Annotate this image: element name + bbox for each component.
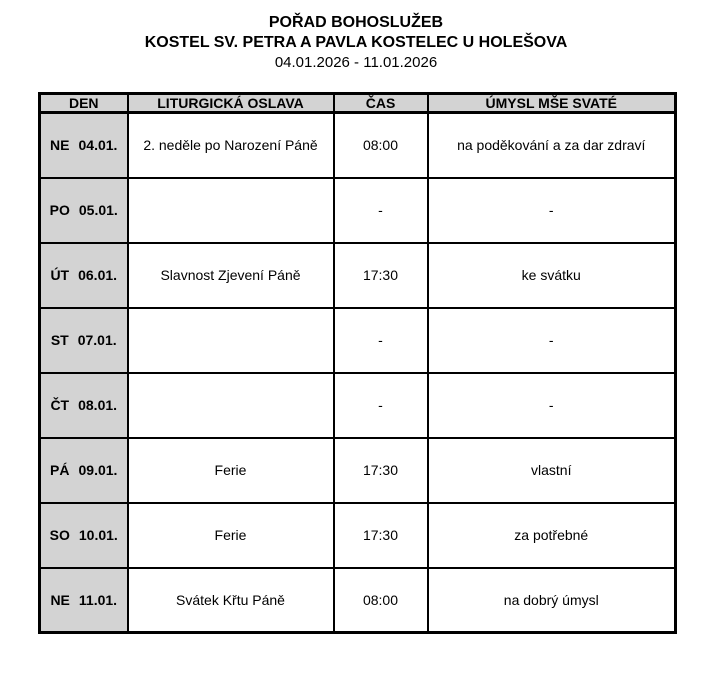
day-abbr: ČT bbox=[50, 397, 70, 413]
table-row bbox=[40, 568, 676, 633]
day-abbr: NE bbox=[50, 137, 70, 154]
intention-cell: vlastní bbox=[428, 438, 676, 503]
day-date: 08.01. bbox=[78, 397, 118, 413]
intention-cell: za potřebné bbox=[428, 503, 676, 568]
time-cell: 17:30 bbox=[334, 438, 428, 503]
day-cell bbox=[40, 243, 128, 308]
intention-cell: - bbox=[428, 373, 676, 438]
day-abbr: ST bbox=[50, 332, 69, 348]
column-header-den: DEN bbox=[40, 94, 128, 113]
table-row bbox=[40, 243, 676, 308]
celebration-cell: 2. neděle po Narození Páně bbox=[128, 113, 334, 178]
intention-cell: - bbox=[428, 178, 676, 243]
day-abbr: PÁ bbox=[50, 462, 70, 478]
day-cell bbox=[40, 308, 128, 373]
celebration-cell bbox=[128, 308, 334, 373]
date-range: 04.01.2026 - 11.01.2026 bbox=[274, 54, 438, 71]
intention-cell: na dobrý úmysl bbox=[428, 568, 676, 633]
table-row bbox=[40, 438, 676, 503]
day-date: 06.01. bbox=[78, 267, 118, 283]
time-cell: 17:30 bbox=[334, 503, 428, 568]
time-cell: - bbox=[334, 178, 428, 243]
time-cell: 17:30 bbox=[334, 243, 428, 308]
table-row bbox=[40, 373, 676, 438]
time-cell: - bbox=[334, 373, 428, 438]
table-row bbox=[40, 178, 676, 243]
church-name: KOSTEL SV. PETRA A PAVLA KOSTELEC U HOLEŠOVA bbox=[144, 34, 568, 51]
day-abbr: PO bbox=[49, 202, 70, 218]
intention-cell: ke svátku bbox=[428, 243, 676, 308]
day-abbr: NE bbox=[50, 591, 70, 608]
celebration-cell: Ferie bbox=[128, 438, 334, 503]
day-abbr: ÚT bbox=[50, 267, 70, 283]
column-header-cas: ČAS bbox=[334, 94, 428, 113]
schedule-table bbox=[38, 92, 677, 634]
table-header-row bbox=[40, 94, 676, 113]
day-date: 09.01. bbox=[78, 462, 118, 478]
column-header-liturgicka-oslava: LITURGICKÁ OSLAVA bbox=[128, 94, 334, 113]
day-date: 04.01. bbox=[78, 137, 118, 154]
celebration-cell bbox=[128, 373, 334, 438]
day-cell bbox=[40, 113, 128, 178]
table-row bbox=[40, 503, 676, 568]
day-date: 05.01. bbox=[78, 202, 118, 218]
day-abbr: SO bbox=[49, 527, 70, 543]
day-cell bbox=[40, 568, 128, 633]
table-row bbox=[40, 308, 676, 373]
table-row bbox=[40, 113, 676, 178]
day-date: 10.01. bbox=[78, 527, 118, 543]
day-cell bbox=[40, 178, 128, 243]
day-cell bbox=[40, 373, 128, 438]
celebration-cell: Svátek Křtu Páně bbox=[128, 568, 334, 633]
column-header-umysl: ÚMYSL MŠE SVATÉ bbox=[428, 94, 676, 113]
time-cell: - bbox=[334, 308, 428, 373]
celebration-cell: Slavnost Zjevení Páně bbox=[128, 243, 334, 308]
intention-cell: - bbox=[428, 308, 676, 373]
title-block bbox=[0, 0, 712, 73]
day-cell bbox=[40, 503, 128, 568]
day-date: 07.01. bbox=[77, 332, 117, 348]
time-cell: 08:00 bbox=[334, 113, 428, 178]
celebration-cell: Ferie bbox=[128, 503, 334, 568]
day-date: 11.01. bbox=[78, 591, 118, 608]
time-cell: 08:00 bbox=[334, 568, 428, 633]
page-title: POŘAD BOHOSLUŽEB bbox=[268, 14, 444, 31]
day-cell bbox=[40, 438, 128, 503]
intention-cell: na poděkování a za dar zdraví bbox=[428, 113, 676, 178]
celebration-cell bbox=[128, 178, 334, 243]
